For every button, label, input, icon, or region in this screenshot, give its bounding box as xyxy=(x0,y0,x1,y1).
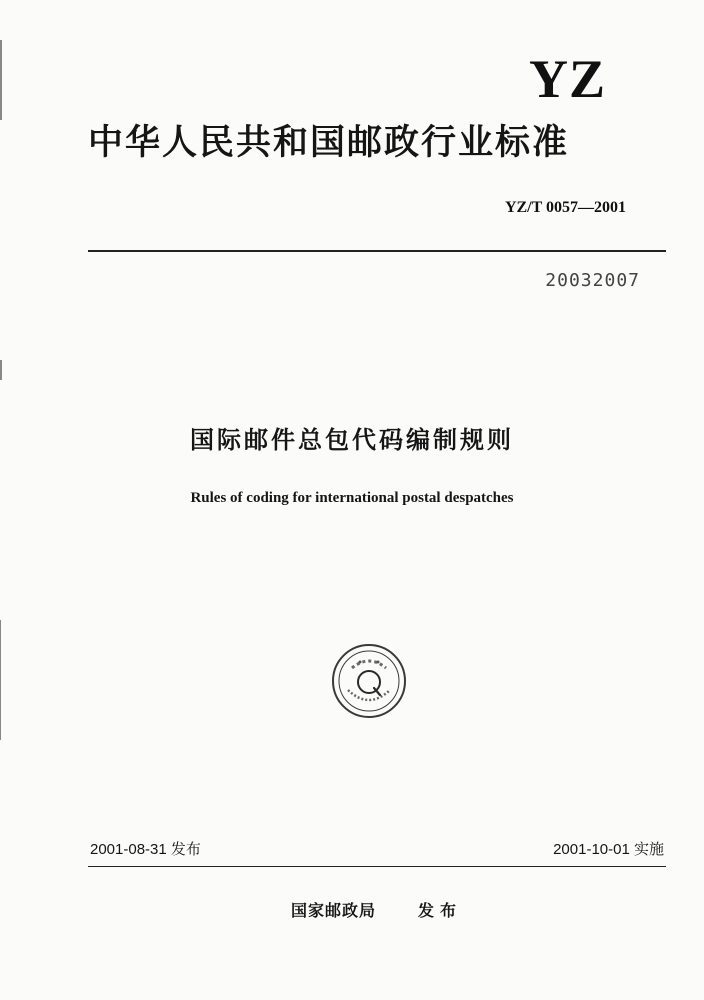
footer-divider xyxy=(88,866,666,867)
library-seal-icon xyxy=(330,642,408,720)
issue-date: 2001-08-31 发布 xyxy=(90,841,201,858)
publisher-name: 国家邮政局 xyxy=(291,901,377,920)
standard-title: 中华人民共和国邮政行业标准 xyxy=(88,123,570,163)
scan-edge-mark xyxy=(0,620,1,740)
effective-date: 2001-10-01 实施 xyxy=(553,841,664,858)
header-divider xyxy=(88,250,666,252)
document-stamp: 20032007 xyxy=(545,270,640,291)
document-subtitle: Rules of coding for international postal despatches xyxy=(190,490,514,506)
scan-edge-mark xyxy=(0,40,2,120)
standard-number: YZ/T 0057—2001 xyxy=(504,199,626,216)
document-title: 国际邮件总包代码编制规则 xyxy=(190,426,514,454)
standard-code: YZ xyxy=(528,49,606,109)
publisher-action: 发布 xyxy=(418,901,463,920)
scan-edge-mark xyxy=(0,360,2,380)
